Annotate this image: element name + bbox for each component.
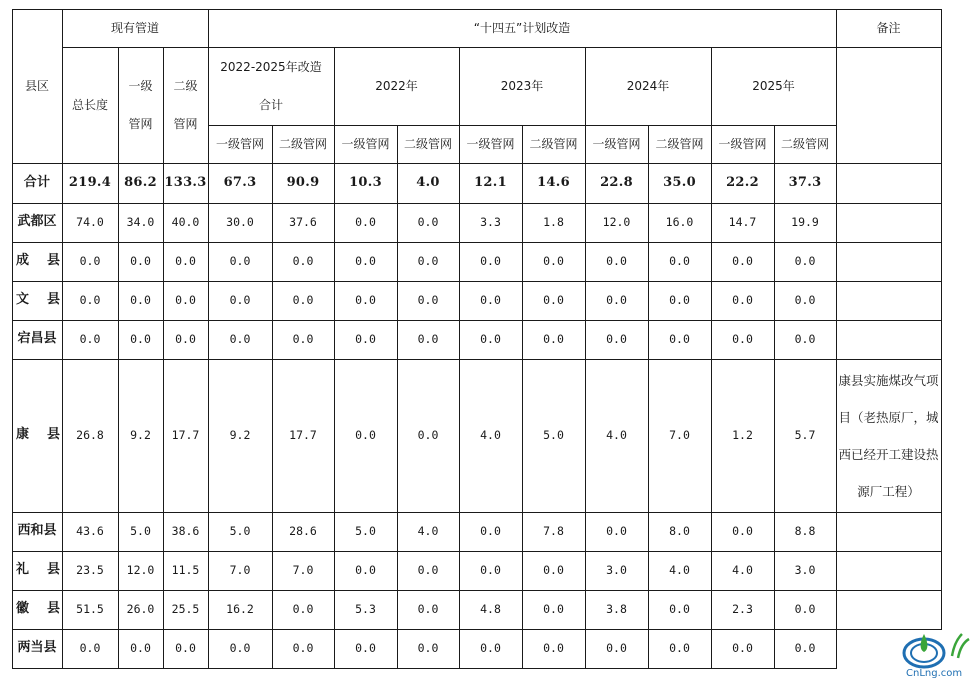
table-cell: 0.0 xyxy=(130,332,151,347)
table-cell: 0.0 xyxy=(732,524,753,539)
table-cell: 7.0 xyxy=(292,563,314,578)
table-cell: 0.0 xyxy=(79,641,101,656)
table-cell: 16.0 xyxy=(665,215,694,230)
row-note: 康县实施煤改气项目（老热原厂，城西已经开工建设热源厂工程） xyxy=(838,372,939,499)
table-cell: 0.0 xyxy=(417,215,439,230)
table-cell: 0.0 xyxy=(417,293,439,308)
table-cell: 0.0 xyxy=(794,254,816,269)
table-cell: 0.0 xyxy=(669,332,690,347)
header-plan-total: 2022-2025年改造合计 xyxy=(220,60,322,112)
table-cell: 0.0 xyxy=(543,641,564,656)
table-cell: 4.8 xyxy=(480,602,501,617)
table-cell: 0.0 xyxy=(355,563,376,578)
table-cell: 0.0 xyxy=(543,563,564,578)
table-cell: 1.2 xyxy=(732,428,753,443)
table-cell: 0.0 xyxy=(480,524,501,539)
table-cell: 0.0 xyxy=(175,254,196,269)
table-cell: 0.0 xyxy=(732,332,753,347)
table-cell: 5.0 xyxy=(355,524,376,539)
table-cell: 19.9 xyxy=(791,215,819,230)
table-cell: 0.0 xyxy=(355,215,376,230)
table-cell: 2.3 xyxy=(732,602,753,617)
table-cell: 0.0 xyxy=(794,641,816,656)
table-cell: 4.0 xyxy=(606,428,627,443)
table-cell: 0.0 xyxy=(480,254,501,269)
table-cell: 0.0 xyxy=(543,293,564,308)
table-cell: 34.0 xyxy=(126,215,155,230)
header-sub-secondary: 二级管网 xyxy=(780,136,829,151)
table-cell: 12.1 xyxy=(474,174,507,190)
row-county-label xyxy=(12,551,62,590)
table-cell: 0.0 xyxy=(417,428,439,443)
row-county-label xyxy=(12,242,62,281)
table-cell: 5.0 xyxy=(543,428,564,443)
table-cell: 26.0 xyxy=(126,602,155,617)
header-sub-secondary: 二级管网 xyxy=(529,136,578,151)
table-cell: 35.0 xyxy=(663,174,696,190)
table-cell: 86.2 xyxy=(124,174,157,190)
table-cell: 0.0 xyxy=(732,293,753,308)
table-cell: 0.0 xyxy=(732,254,753,269)
table-cell: 0.0 xyxy=(543,602,564,617)
county-char: 县 xyxy=(46,253,60,269)
table-cell: 25.5 xyxy=(171,602,200,617)
table-cell: 3.8 xyxy=(606,602,627,617)
table-cell: 10.3 xyxy=(349,174,382,190)
table-cell: 1.8 xyxy=(543,215,564,230)
table-cell: 17.7 xyxy=(289,428,317,443)
table-cell: 9.2 xyxy=(130,428,151,443)
table-cell: 0.0 xyxy=(417,332,439,347)
table-cell: 0.0 xyxy=(355,332,376,347)
table-cell: 0.0 xyxy=(417,563,439,578)
header-year-2024: 2024年 xyxy=(626,78,670,93)
row-county-label: 武都区 xyxy=(17,214,57,230)
table-cell: 7.8 xyxy=(543,524,564,539)
table-cell: 3.0 xyxy=(606,563,627,578)
header-sub-primary: 一级管网 xyxy=(718,136,767,151)
county-char: 县 xyxy=(46,601,60,617)
table-cell: 67.3 xyxy=(223,174,257,190)
table-cell: 12.0 xyxy=(602,215,631,230)
table-cell: 0.0 xyxy=(229,254,251,269)
table-cell: 12.0 xyxy=(126,563,155,578)
table-cell: 0.0 xyxy=(175,641,196,656)
table-cell: 26.8 xyxy=(76,428,104,443)
table-cell: 5.7 xyxy=(794,428,816,443)
row-county-label: 宕昌县 xyxy=(17,331,57,347)
table-cell: 43.6 xyxy=(76,524,104,539)
county-char: 成 xyxy=(16,253,30,269)
logo-lettering: CnLng.com xyxy=(906,668,963,678)
table-cell: 7.0 xyxy=(669,428,690,443)
table-cell: 0.0 xyxy=(229,641,251,656)
table-cell: 219.4 xyxy=(68,174,112,190)
table-cell: 9.2 xyxy=(229,428,251,443)
table-cell: 0.0 xyxy=(79,332,101,347)
table-cell: 0.0 xyxy=(229,332,251,347)
header-year-2022: 2022年 xyxy=(375,78,418,93)
table-cell: 0.0 xyxy=(130,641,151,656)
table-cell: 0.0 xyxy=(79,254,101,269)
table-cell: 28.6 xyxy=(289,524,317,539)
table-cell: 0.0 xyxy=(417,254,439,269)
table-cell: 0.0 xyxy=(79,293,101,308)
table-cell: 0.0 xyxy=(292,332,314,347)
table-cell: 0.0 xyxy=(669,254,690,269)
table-cell: 8.8 xyxy=(794,524,816,539)
table-cell: 8.0 xyxy=(669,524,690,539)
table-cell: 90.9 xyxy=(286,174,320,190)
grid-line xyxy=(836,9,837,669)
table-cell: 0.0 xyxy=(606,332,627,347)
header-sub-primary: 一级管网 xyxy=(215,136,264,151)
row-county-label: 西和县 xyxy=(17,523,57,539)
table-cell: 0.0 xyxy=(355,293,376,308)
table-cell: 4.0 xyxy=(416,174,440,190)
county-char: 县 xyxy=(46,562,60,578)
table-cell: 0.0 xyxy=(543,332,564,347)
table-cell: 3.3 xyxy=(480,215,501,230)
table-cell: 0.0 xyxy=(292,293,314,308)
table-cell: 0.0 xyxy=(175,332,196,347)
header-sub-secondary: 二级管网 xyxy=(278,136,327,151)
header-sub-primary: 一级管网 xyxy=(341,136,390,151)
grid-line xyxy=(941,163,942,630)
table-cell: 5.0 xyxy=(229,524,251,539)
table-cell: 0.0 xyxy=(606,641,627,656)
header-secondary-net: 二级 管网 xyxy=(173,79,198,131)
table-cell: 0.0 xyxy=(480,563,501,578)
row-county-label xyxy=(12,281,62,320)
county-char: 徽 xyxy=(16,601,30,617)
table-cell: 0.0 xyxy=(606,524,627,539)
table-cell: 0.0 xyxy=(669,602,690,617)
row-county-label xyxy=(12,590,62,629)
table-cell: 0.0 xyxy=(543,254,564,269)
table-cell: 37.3 xyxy=(788,174,822,190)
table-cell: 0.0 xyxy=(794,332,816,347)
table-cell: 0.0 xyxy=(292,641,314,656)
table-cell: 0.0 xyxy=(669,641,690,656)
table-cell: 3.0 xyxy=(794,563,816,578)
table-cell: 4.0 xyxy=(669,563,690,578)
table-cell: 0.0 xyxy=(229,293,251,308)
header-primary-net: 一级 管网 xyxy=(128,79,153,131)
table-cell: 17.7 xyxy=(171,428,200,443)
table-cell: 0.0 xyxy=(292,254,314,269)
table-cell: 0.0 xyxy=(417,641,439,656)
header-year-2025: 2025年 xyxy=(752,78,795,93)
table-cell: 0.0 xyxy=(480,332,501,347)
table-cell: 0.0 xyxy=(606,254,627,269)
county-char: 县 xyxy=(46,292,60,308)
table-cell: 37.6 xyxy=(289,215,317,230)
table-cell: 40.0 xyxy=(171,215,200,230)
grid-line xyxy=(12,668,837,669)
table-cell: 23.5 xyxy=(76,563,104,578)
table-cell: 0.0 xyxy=(355,428,376,443)
header-total-length: 总长度 xyxy=(71,97,108,112)
county-char: 康 xyxy=(16,427,30,443)
table-cell: 16.2 xyxy=(226,602,254,617)
header-remarks: 备注 xyxy=(876,20,901,35)
table-cell: 0.0 xyxy=(732,641,753,656)
table-cell: 0.0 xyxy=(794,602,816,617)
header-sub-secondary: 二级管网 xyxy=(655,136,704,151)
table-cell: 0.0 xyxy=(480,641,501,656)
row-county-label: 合计 xyxy=(23,174,51,190)
header-sub-primary: 一级管网 xyxy=(466,136,515,151)
cnlng-logo xyxy=(900,624,972,678)
table-cell: 0.0 xyxy=(355,641,376,656)
table-cell: 22.2 xyxy=(726,174,759,190)
table-cell: 5.3 xyxy=(355,602,376,617)
header-existing: 现有管道 xyxy=(110,20,159,35)
header-sub-primary: 一级管网 xyxy=(592,136,641,151)
table-cell: 38.6 xyxy=(171,524,200,539)
county-char: 礼 xyxy=(16,562,30,578)
table-cell: 74.0 xyxy=(76,215,104,230)
table-cell: 4.0 xyxy=(417,524,439,539)
county-char: 县 xyxy=(46,427,60,443)
table-cell: 5.0 xyxy=(130,524,151,539)
table-cell: 0.0 xyxy=(606,293,627,308)
header-plan: “十四五”计划改造 xyxy=(473,20,571,35)
table-cell: 0.0 xyxy=(669,293,690,308)
header-county: 县区 xyxy=(24,78,49,93)
table-cell: 0.0 xyxy=(480,293,501,308)
header-sub-secondary: 二级管网 xyxy=(403,136,452,151)
table-cell: 22.8 xyxy=(600,174,633,190)
header-year-2023: 2023年 xyxy=(500,78,544,93)
county-char: 文 xyxy=(16,292,30,308)
table-cell: 7.0 xyxy=(229,563,251,578)
table-cell: 14.6 xyxy=(537,174,570,190)
table-cell: 0.0 xyxy=(130,293,151,308)
table-cell: 0.0 xyxy=(417,602,439,617)
table-cell: 4.0 xyxy=(732,563,753,578)
row-county-label: 两当县 xyxy=(17,640,57,656)
table-cell: 0.0 xyxy=(355,254,376,269)
table-cell: 51.5 xyxy=(76,602,104,617)
table-cell: 133.3 xyxy=(164,174,207,190)
grid-line xyxy=(941,9,942,164)
table-cell: 4.0 xyxy=(480,428,501,443)
table-cell: 14.7 xyxy=(728,215,757,230)
table-cell: 0.0 xyxy=(292,602,314,617)
table-cell: 0.0 xyxy=(175,293,196,308)
row-county-label xyxy=(12,359,62,512)
table-cell: 0.0 xyxy=(130,254,151,269)
table-cell: 30.0 xyxy=(226,215,254,230)
table-cell: 11.5 xyxy=(171,563,200,578)
table-cell: 0.0 xyxy=(794,293,816,308)
